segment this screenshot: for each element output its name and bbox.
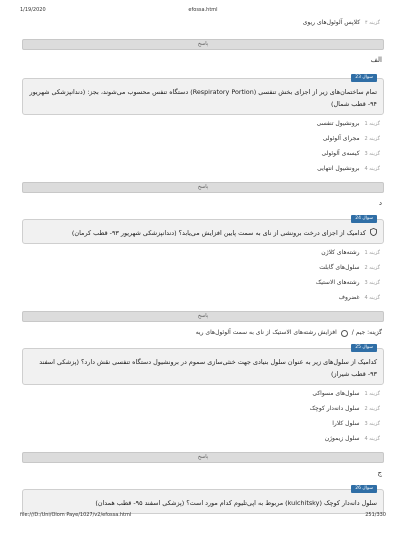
option-row[interactable] xyxy=(22,149,384,164)
option-text: سلول‌های گابلت xyxy=(319,264,360,271)
radio-icon xyxy=(341,330,348,337)
question-text: سلول دانه‌دار کوچک (kulchitsky) مربوط به اپی‌تلیوم کدام مورد است؟ (پزشکی اسفند ۹۵- قطب همدان) xyxy=(95,499,377,507)
question-number-badge: سوال 25 xyxy=(351,344,377,352)
quiz-content xyxy=(22,18,384,518)
question-text: تمام ساختمان‌های زیر از اجزای بخش تنفسی (Respiratory Portion) دستگاه تنفس محسوب می‌شوند، بجز: (دندانپزشکی شهریور ۹۴- قطب شمال) xyxy=(29,88,377,108)
option-row[interactable] xyxy=(22,404,384,419)
answer-text xyxy=(22,326,384,340)
option-row[interactable] xyxy=(22,119,384,134)
shield-icon xyxy=(370,228,377,236)
option-text: کیسه‌ی آلوئولی xyxy=(321,150,360,157)
page-count: 251/330 xyxy=(365,512,386,518)
option-text: برونشیول تنفسی xyxy=(316,120,360,127)
answer-text: الف xyxy=(370,56,382,64)
answer-toggle-bar[interactable]: پاسخ xyxy=(22,311,384,322)
option-label: گزینه 1 xyxy=(364,121,380,127)
question-box xyxy=(22,75,384,115)
answer-text: د xyxy=(378,199,382,207)
option-label: گزینه 1 xyxy=(364,250,380,256)
option-label: گزینه 3 xyxy=(364,151,380,157)
question-box xyxy=(22,216,384,244)
answer-text: ج xyxy=(377,469,382,477)
option-label: گزینه 1 xyxy=(364,391,380,397)
option-row[interactable] xyxy=(22,293,384,308)
answer-toggle-bar[interactable]: پاسخ xyxy=(22,182,384,193)
option-text: سلول کلارا xyxy=(332,420,360,427)
print-header xyxy=(20,7,386,15)
answer-prefix: گزینه: جیم / xyxy=(351,329,382,336)
option-row[interactable] xyxy=(22,434,384,449)
option-text: کلاپس آلوئول‌های ریوی xyxy=(302,19,361,26)
option-label: گزینه 4 xyxy=(364,295,380,301)
answer-toggle-bar[interactable]: پاسخ xyxy=(22,39,384,50)
option-text: مجرای آلوئولی xyxy=(322,135,360,142)
question-box xyxy=(22,345,384,385)
option-label: گزینه 2 xyxy=(364,406,380,412)
option-label: گزینه 2 xyxy=(364,265,380,271)
option-label: گزینه 4 xyxy=(364,436,380,442)
question-number-badge: سوال 24 xyxy=(351,215,377,223)
option-row[interactable] xyxy=(22,248,384,263)
file-path: file:///D:/Uni/Olom Paye/1027/v2/efossa.html xyxy=(20,512,132,518)
option-text: غضروف xyxy=(338,294,360,301)
option-row[interactable] xyxy=(22,164,384,179)
answer-detail: افزایش رشته‌های الاستیک از نای به سمت آلوئول‌های ریه xyxy=(195,329,337,336)
option-text: رشته‌های الاستیک xyxy=(315,279,360,286)
print-title: efossa.html xyxy=(188,7,218,13)
question-text: کدامیک از اجزای درخت برونشی از نای به سمت پایین افزایش می‌یابد؟ (دندانپزشکی شهریور ۹۳- قطب کرمان) xyxy=(71,229,366,237)
option-label: گزینه 3 xyxy=(364,421,380,427)
answer-toggle-bar[interactable]: پاسخ xyxy=(22,452,384,463)
print-footer xyxy=(20,512,386,520)
question-text: کدامیک از سلول‌های زیر به عنوان سلول بنیادی جهت خنثی‌سازی سموم در برونشیول دستگاه تنفسی نقش دارد؟ (پزشکی اسفند ۹۳- قطب شیراز) xyxy=(39,358,377,378)
option-text: سلول‌های مسواکی xyxy=(312,390,360,397)
question-number-badge: سوال 26 xyxy=(351,485,377,493)
option-row[interactable] xyxy=(22,134,384,149)
option-row[interactable] xyxy=(22,389,384,404)
option-row[interactable] xyxy=(22,419,384,434)
print-date: 1/19/2020 xyxy=(20,7,46,13)
option-label: گزینه ۴ xyxy=(365,20,380,26)
option-text: سلول دانه‌دار کوچک xyxy=(309,405,360,412)
option-label: گزینه 3 xyxy=(364,280,380,286)
question-box xyxy=(22,486,384,514)
option-row[interactable] xyxy=(22,18,384,33)
option-text: سلول زیموژن xyxy=(324,435,360,442)
option-text: رشته‌های کلاژن xyxy=(321,249,360,256)
question-number-badge: سوال 23 xyxy=(351,74,377,82)
option-row[interactable] xyxy=(22,278,384,293)
option-row[interactable] xyxy=(22,263,384,278)
option-label: گزینه 2 xyxy=(364,136,380,142)
option-text: برونشیول انتهایی xyxy=(317,165,360,172)
option-label: گزینه 4 xyxy=(364,166,380,172)
